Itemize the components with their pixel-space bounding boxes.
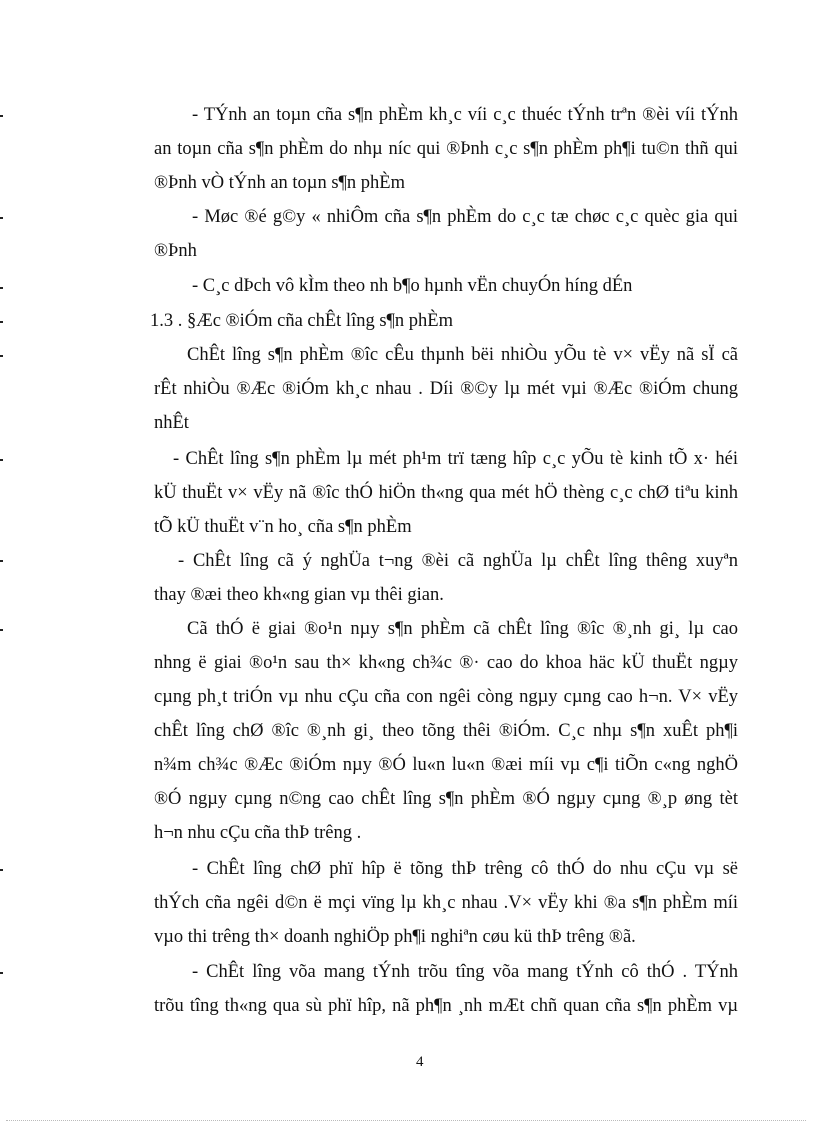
margin-tick-mark <box>0 869 3 871</box>
text-line: chÊt lîng chØ ®îc ®¸nh gi¸ theo tõng thêi ®iÓm. C¸c nhµ s¶n xuÊt ph¶i <box>154 721 738 741</box>
text-line: Cã thÓ ë giai ®o¹n nµy s¶n phÈm cã chÊt lîng ®îc ®¸nh gi¸ lµ cao <box>187 619 738 639</box>
text-line: - ChÊt lîng s¶n phÈm lµ mét ph¹m trï tæng hîp c¸c yÕu tè kinh tÕ x· héi <box>173 449 738 469</box>
margin-tick-mark <box>0 972 3 974</box>
margin-tick-mark <box>0 459 3 461</box>
text-line: an toµn cña s¶n phÈm do nhµ níc qui ®Þnh c¸c s¶n phÈm ph¶i tu©n thñ qui <box>154 139 738 159</box>
margin-tick-mark <box>0 217 3 219</box>
text-line: thÝch cña ngêi d©n ë mçi vïng lµ kh¸c nhau .V× vËy khi ®a s¶n phÈm míi <box>154 893 738 913</box>
margin-tick-mark <box>0 629 3 631</box>
text-line: nhÊt <box>154 413 189 433</box>
margin-tick-mark <box>0 355 3 357</box>
text-line: trõu tîng th«ng qua sù phï hîp, nã ph¶n ¸nh mÆt chñ quan cña s¶n phÈm vµ <box>154 996 738 1016</box>
margin-tick-mark <box>0 115 3 117</box>
page-bottom-rule <box>6 1120 806 1121</box>
page-number: 4 <box>416 1054 424 1070</box>
margin-tick-mark <box>0 287 3 289</box>
text-line: nhng ë giai ®o¹n sau th× kh«ng ch¾c ®· cao do khoa häc kÜ thuËt ngµy <box>154 653 738 673</box>
text-line: 1.3 . §Æc ®iÓm cña chÊt lîng s¶n phÈm <box>150 311 453 331</box>
text-line: cµng ph¸t triÓn vµ nhu cÇu cña con ngêi còng ngµy cµng cao h¬n. V× vËy <box>154 687 738 707</box>
text-line: thay ®æi theo kh«ng gian vµ thêi gian. <box>154 585 444 605</box>
text-line: - ChÊt lîng võa mang tÝnh trõu tîng võa mang tÝnh cô thÓ . TÝnh <box>192 962 738 982</box>
text-line: n¾m ch¾c ®Æc ®iÓm nµy ®Ó lu«n lu«n ®æi míi vµ c¶i tiÕn c«ng nghÖ <box>154 755 738 775</box>
text-line: h¬n nhu cÇu cña thÞ trêng . <box>154 823 362 843</box>
text-line: - ChÊt lîng chØ phï hîp ë tõng thÞ trêng cô thÓ do nhu cÇu vµ së <box>192 859 738 879</box>
text-line: - Møc ®é g©y « nhiÔm cña s¶n phÈm do c¸c tæ chøc c¸c quèc gia qui <box>192 207 738 227</box>
text-line: vµo thi trêng th× doanh nghiÖp ph¶i nghiªn cøu kü thÞ trêng ®ã. <box>154 927 636 947</box>
margin-tick-mark <box>0 321 3 323</box>
text-line: kÜ thuËt v× vËy nã ®îc thÓ hiÖn th«ng qua mét hÖ thèng c¸c chØ tiªu kinh <box>154 483 738 503</box>
text-line: - C¸c dÞch vô kÌm theo nh b¶o hµnh vËn chuyÓn híng dÉn <box>192 276 633 296</box>
margin-tick-mark <box>0 560 3 562</box>
text-line: ®Þnh vÒ tÝnh an toµn s¶n phÈm <box>154 173 405 193</box>
text-line: - ChÊt lîng cã ý nghÜa t¬ng ®èi cã nghÜa lµ chÊt lîng thêng xuyªn <box>178 551 738 571</box>
text-line: ®Ó ngµy cµng n©ng cao chÊt lîng s¶n phÈm ®Ó ngµy cµng ®¸p øng tèt <box>154 789 738 809</box>
text-line: ChÊt lîng s¶n phÈm ®îc cÊu thµnh bëi nhiÒu yÕu tè v× vËy nã sÏ cã <box>187 345 738 365</box>
text-line: ®Þnh <box>154 241 197 261</box>
text-line: - TÝnh an toµn cña s¶n phÈm kh¸c víi c¸c thuéc tÝnh trªn ®èi víi tÝnh <box>192 105 738 125</box>
text-line: rÊt nhiÒu ®Æc ®iÓm kh¸c nhau . Díi ®©y lµ mét vµi ®Æc ®iÓm chung <box>154 379 738 399</box>
text-line: tÕ kÜ thuËt v¨n ho¸ cña s¶n phÈm <box>154 517 412 537</box>
